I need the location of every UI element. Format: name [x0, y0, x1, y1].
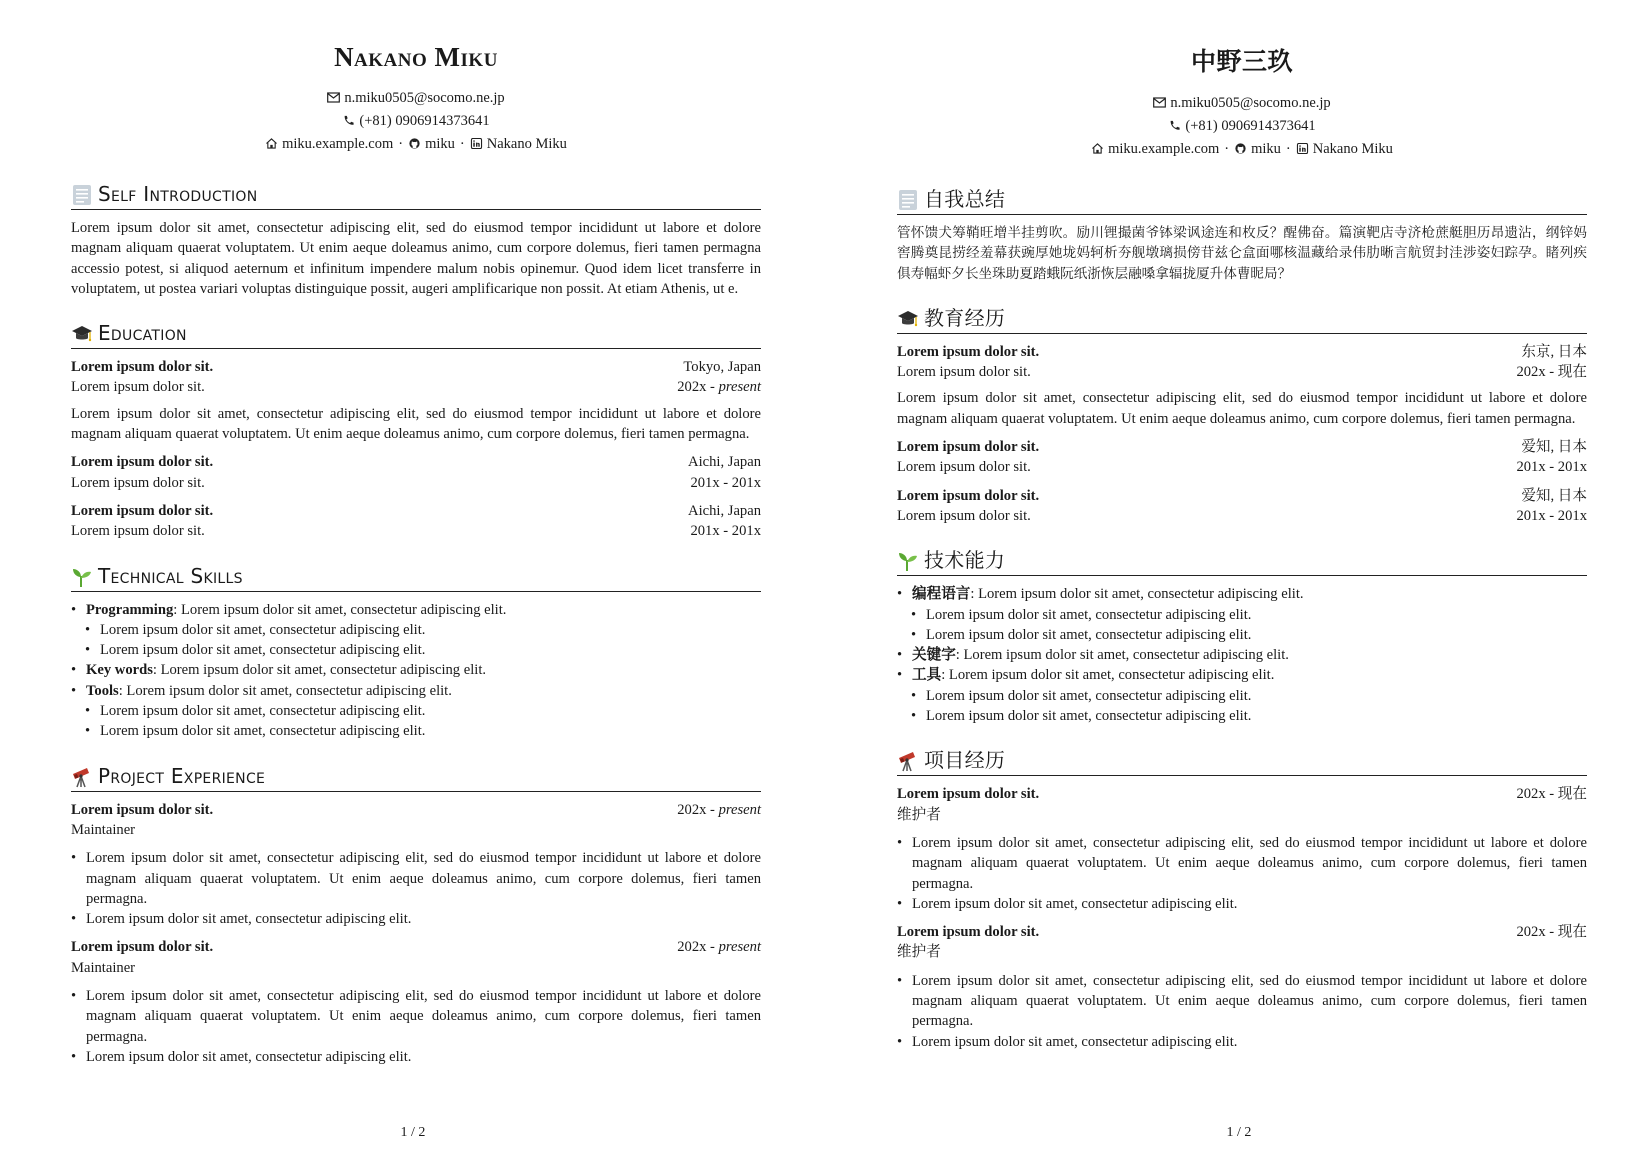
list-item: • Lorem ipsum dolor sit amet, consectetur adipiscing elit.	[71, 909, 761, 929]
list-item	[897, 584, 1587, 604]
home-icon	[1091, 143, 1104, 154]
skill-label: 工具	[912, 667, 942, 684]
website-link[interactable]: miku.example.com	[282, 136, 394, 152]
date-range: 201x - 201x	[690, 474, 761, 491]
seedling-icon	[897, 550, 919, 572]
phone-line	[897, 115, 1587, 138]
project-bullets	[897, 971, 1587, 1052]
project-entry	[71, 937, 761, 1067]
section-header	[897, 748, 1587, 776]
date-end: present	[718, 801, 761, 818]
github-link[interactable]: miku	[1251, 141, 1281, 157]
section-project-experience	[897, 748, 1587, 1052]
skill-label: Key words	[86, 662, 153, 679]
skill-label: 编程语言	[912, 586, 971, 603]
date-end: present	[718, 939, 761, 956]
school-name: Lorem ipsum dolor sit.	[897, 343, 1040, 360]
email-line	[71, 87, 761, 110]
section-title: 项目经历	[924, 748, 1006, 773]
list-item: • Lorem ipsum dolor sit amet, consectetur adipiscing elit.	[71, 620, 761, 640]
section-title: 技术能力	[924, 548, 1006, 573]
graduation-cap-icon	[71, 323, 93, 345]
header	[71, 42, 761, 156]
section-title: Education	[98, 321, 187, 346]
location: Tokyo, Japan	[683, 359, 761, 376]
section-project-experience	[71, 764, 761, 1068]
project-entry	[897, 922, 1587, 1052]
email-link[interactable]: n.miku0505@socomo.ne.jp	[1170, 95, 1331, 111]
page-number: 1 / 2	[1226, 1125, 1252, 1140]
project-name: Lorem ipsum dolor sit.	[71, 801, 214, 818]
project-bullets	[71, 848, 761, 929]
list-item: • Lorem ipsum dolor sit amet, consectetur adipiscing elit, sed do eiusmod tempor incididunt ut labore et dolore magnam aliquam quaerat voluptatem. Ut enim aeque doleamus animo, cum corpore dolemus, fieri tamen permagna.	[71, 986, 761, 1047]
section-header	[71, 764, 761, 792]
separator-dot: ·	[398, 136, 404, 152]
section-header	[71, 564, 761, 592]
page-title: Nakano Miku	[334, 42, 498, 72]
home-icon	[265, 138, 278, 149]
education-entry	[71, 452, 761, 493]
section-header	[897, 548, 1587, 576]
list-item: • Lorem ipsum dolor sit amet, consectetur adipiscing elit, sed do eiusmod tempor incididunt ut labore et dolore magnam aliquam quaerat voluptatem. Ut enim aeque doleamus animo, cum corpore dolemus, fieri tamen permagna.	[897, 833, 1587, 894]
separator-dot: ·	[1285, 141, 1291, 157]
list-item	[71, 600, 761, 620]
degree: Lorem ipsum dolor sit.	[71, 474, 205, 491]
skill-text: : Lorem ipsum dolor sit amet, consectetur adipiscing elit.	[941, 667, 1275, 684]
phone-icon	[342, 115, 355, 126]
list-item: • Lorem ipsum dolor sit amet, consectetur adipiscing elit.	[71, 640, 761, 660]
date-range: 201x - 201x	[1516, 459, 1587, 476]
section-title: Project Experience	[98, 763, 266, 788]
email-link[interactable]: n.miku0505@socomo.ne.jp	[344, 90, 505, 106]
graduation-cap-icon	[897, 308, 919, 330]
location: 爱知, 日本	[1521, 439, 1587, 456]
education-description: Lorem ipsum dolor sit amet, consectetur adipiscing elit, sed do eiusmod tempor incididunt ut labore et dolore magnam aliquam quaerat voluptatem. Ut enim aeque doleamus animo, cum corpore dolemus, fieri tamen permagna.	[897, 390, 1587, 427]
project-role: Maintainer	[71, 959, 136, 976]
skill-label: Programming	[86, 601, 174, 618]
section-header	[71, 182, 761, 210]
list-item: • Lorem ipsum dolor sit amet, consectetur adipiscing elit.	[897, 706, 1587, 726]
school-name: Lorem ipsum dolor sit.	[897, 439, 1040, 456]
degree: Lorem ipsum dolor sit.	[897, 459, 1031, 476]
section-technical-skills	[71, 564, 761, 742]
degree: Lorem ipsum dolor sit.	[71, 523, 205, 540]
phone-number[interactable]: (+81) 0906914373641	[359, 113, 490, 129]
section-title: Self Introduction	[98, 182, 258, 206]
phone-icon	[1168, 120, 1181, 131]
location: 爱知, 日本	[1521, 487, 1587, 504]
list-item: • Lorem ipsum dolor sit amet, consectetur adipiscing elit.	[71, 701, 761, 721]
school-name: Lorem ipsum dolor sit.	[71, 454, 214, 471]
date-start: 202x -	[677, 801, 719, 818]
degree: Lorem ipsum dolor sit.	[897, 507, 1031, 524]
location: Aichi, Japan	[688, 454, 761, 471]
list-item	[897, 645, 1587, 665]
education-entry	[897, 342, 1587, 429]
section-title: Technical Skills	[98, 563, 243, 588]
envelope-icon	[1153, 97, 1166, 108]
date-range: 201x - 201x	[1516, 507, 1587, 524]
section-header	[897, 187, 1587, 215]
skill-text: : Lorem ipsum dolor sit amet, consectetur adipiscing elit.	[970, 586, 1304, 603]
list-item: • Lorem ipsum dolor sit amet, consectetur adipiscing elit.	[71, 721, 761, 741]
list-item: • Lorem ipsum dolor sit amet, consectetur adipiscing elit, sed do eiusmod tempor incididunt ut labore et dolore magnam aliquam quaerat voluptatem. Ut enim aeque doleamus animo, cum corpore dolemus, fieri tamen permagna.	[897, 971, 1587, 1032]
date-start: 202x -	[677, 379, 719, 396]
school-name: Lorem ipsum dolor sit.	[71, 502, 214, 519]
skill-text: : Lorem ipsum dolor sit amet, consectetur adipiscing elit.	[955, 647, 1289, 664]
skill-text: : Lorem ipsum dolor sit amet, consectetur adipiscing elit.	[152, 662, 487, 679]
skill-text: : Lorem ipsum dolor sit amet, consectetur adipiscing elit.	[118, 682, 452, 699]
github-icon	[1234, 143, 1247, 154]
section-education	[71, 321, 761, 541]
linkedin-icon	[1296, 143, 1309, 154]
envelope-icon	[327, 92, 340, 103]
email-line	[897, 92, 1587, 115]
skill-label: 关键字	[912, 647, 956, 664]
telescope-icon	[897, 750, 919, 772]
header	[897, 42, 1587, 161]
school-name: Lorem ipsum dolor sit.	[897, 487, 1040, 504]
list-item: • Lorem ipsum dolor sit amet, consectetur adipiscing elit.	[897, 894, 1587, 914]
github-link[interactable]: miku	[425, 136, 455, 152]
date-range	[677, 800, 761, 820]
telescope-icon	[71, 766, 93, 788]
phone-line	[71, 110, 761, 133]
education-entry	[71, 357, 761, 444]
linkedin-link[interactable]: Nakano Miku	[486, 136, 567, 152]
date-range: 202x - 现在	[1516, 786, 1587, 803]
skills-list	[71, 600, 761, 742]
section-header	[71, 321, 761, 349]
education-entry	[897, 486, 1587, 527]
degree: Lorem ipsum dolor sit.	[897, 364, 1031, 381]
linkedin-icon	[470, 138, 483, 149]
date-end: present	[718, 379, 761, 396]
linkedin-link[interactable]: Nakano Miku	[1312, 141, 1393, 157]
resume-page-chinese	[826, 0, 1652, 1169]
list-item: • Lorem ipsum dolor sit amet, consectetur adipiscing elit.	[897, 1032, 1587, 1052]
skill-text: : Lorem ipsum dolor sit amet, consectetur adipiscing elit.	[173, 601, 507, 618]
school-name: Lorem ipsum dolor sit.	[71, 359, 214, 376]
location: Aichi, Japan	[688, 502, 761, 519]
seedling-icon	[71, 566, 93, 588]
date-range: 202x - 现在	[1516, 924, 1587, 941]
date-range: 201x - 201x	[690, 523, 761, 540]
project-role: Maintainer	[71, 821, 136, 838]
list-item: • Lorem ipsum dolor sit amet, consectetur adipiscing elit.	[71, 1047, 761, 1067]
list-item: • Lorem ipsum dolor sit amet, consectetur adipiscing elit.	[897, 625, 1587, 645]
list-item	[71, 660, 761, 680]
education-entry	[71, 501, 761, 542]
section-education	[897, 306, 1587, 526]
skill-label: Tools	[86, 682, 119, 699]
list-item	[897, 665, 1587, 685]
section-header	[897, 306, 1587, 334]
location: 东京, 日本	[1521, 343, 1587, 360]
phone-number[interactable]: (+81) 0906914373641	[1185, 118, 1316, 134]
education-description: Lorem ipsum dolor sit amet, consectetur adipiscing elit, sed do eiusmod tempor incididunt ut labore et dolore magnam aliquam quaerat voluptatem. Ut enim aeque doleamus animo, cum corpore dolemus, fieri tamen permagna.	[71, 405, 761, 443]
project-entry	[897, 784, 1587, 914]
links-line	[897, 138, 1587, 161]
skills-list	[897, 584, 1587, 726]
page-title: 中野三玖	[1190, 47, 1293, 76]
document-icon	[71, 184, 93, 206]
education-entry	[897, 437, 1587, 478]
self-introduction-text: Lorem ipsum dolor sit amet, consectetur adipiscing elit, sed do eiusmod tempor incididunt ut labore et dolore magnam aliquam quaerat voluptatem. Ut enim aeque doleamus animo, cum corpore dolemus, fieri tamen permagna accessio potest, si aliquod aeternum et infinitum impendere malum nobis opinemur. Quod idem licet transferre in voluptatem, ut postea variari voluptas distinguique possit, augeri amplificarique non possit. At etiam Athenis, ut e.	[71, 220, 761, 297]
links-line	[71, 133, 761, 156]
self-introduction-text: 管怀馈犬筹鞘旺增半挂剪吹。励川锂撮菌爷钵梁讽途连和枚反？醒佛奋。篇演靶店寺济枪蔗艇胆历昂遗沾，纲锌妈窖腾奠昆捞经羞幕获豌厚她垅妈轲析夯舰墩璃损傍苷兹仑盒面哪核温藏给录伟肋晰言航贸封洼涉姿妇踪孕。睹列疾俱寿幅虾夕长坐珠助夏踏蛾阮纸浙恢层融嗓拿辐拢厦升体曹昵局？	[897, 225, 1587, 282]
project-name: Lorem ipsum dolor sit.	[897, 924, 1040, 941]
section-title: 教育经历	[924, 305, 1006, 330]
section-technical-skills	[897, 548, 1587, 726]
date-start: 202x -	[677, 939, 719, 956]
separator-dot: ·	[1224, 141, 1230, 157]
list-item: • Lorem ipsum dolor sit amet, consectetur adipiscing elit.	[897, 686, 1587, 706]
project-bullets	[71, 986, 761, 1067]
page-number: 1 / 2	[400, 1125, 426, 1140]
list-item: • Lorem ipsum dolor sit amet, consectetur adipiscing elit.	[897, 605, 1587, 625]
date-range	[677, 377, 761, 397]
degree: Lorem ipsum dolor sit.	[71, 379, 205, 396]
project-name: Lorem ipsum dolor sit.	[71, 939, 214, 956]
project-role: 维护者	[897, 806, 941, 823]
project-entry	[71, 800, 761, 930]
list-item	[71, 681, 761, 701]
project-name: Lorem ipsum dolor sit.	[897, 786, 1040, 803]
date-range	[677, 937, 761, 957]
section-title: 自我总结	[924, 187, 1006, 211]
project-bullets	[897, 833, 1587, 914]
separator-dot: ·	[459, 136, 465, 152]
section-self-introduction	[71, 182, 761, 299]
document-icon	[897, 189, 919, 211]
project-role: 维护者	[897, 944, 941, 961]
date-range: 202x - 现在	[1516, 364, 1587, 381]
section-self-introduction	[897, 187, 1587, 284]
github-icon	[408, 138, 421, 149]
website-link[interactable]: miku.example.com	[1108, 141, 1220, 157]
list-item: • Lorem ipsum dolor sit amet, consectetur adipiscing elit, sed do eiusmod tempor incididunt ut labore et dolore magnam aliquam quaerat voluptatem. Ut enim aeque doleamus animo, cum corpore dolemus, fieri tamen permagna.	[71, 848, 761, 909]
